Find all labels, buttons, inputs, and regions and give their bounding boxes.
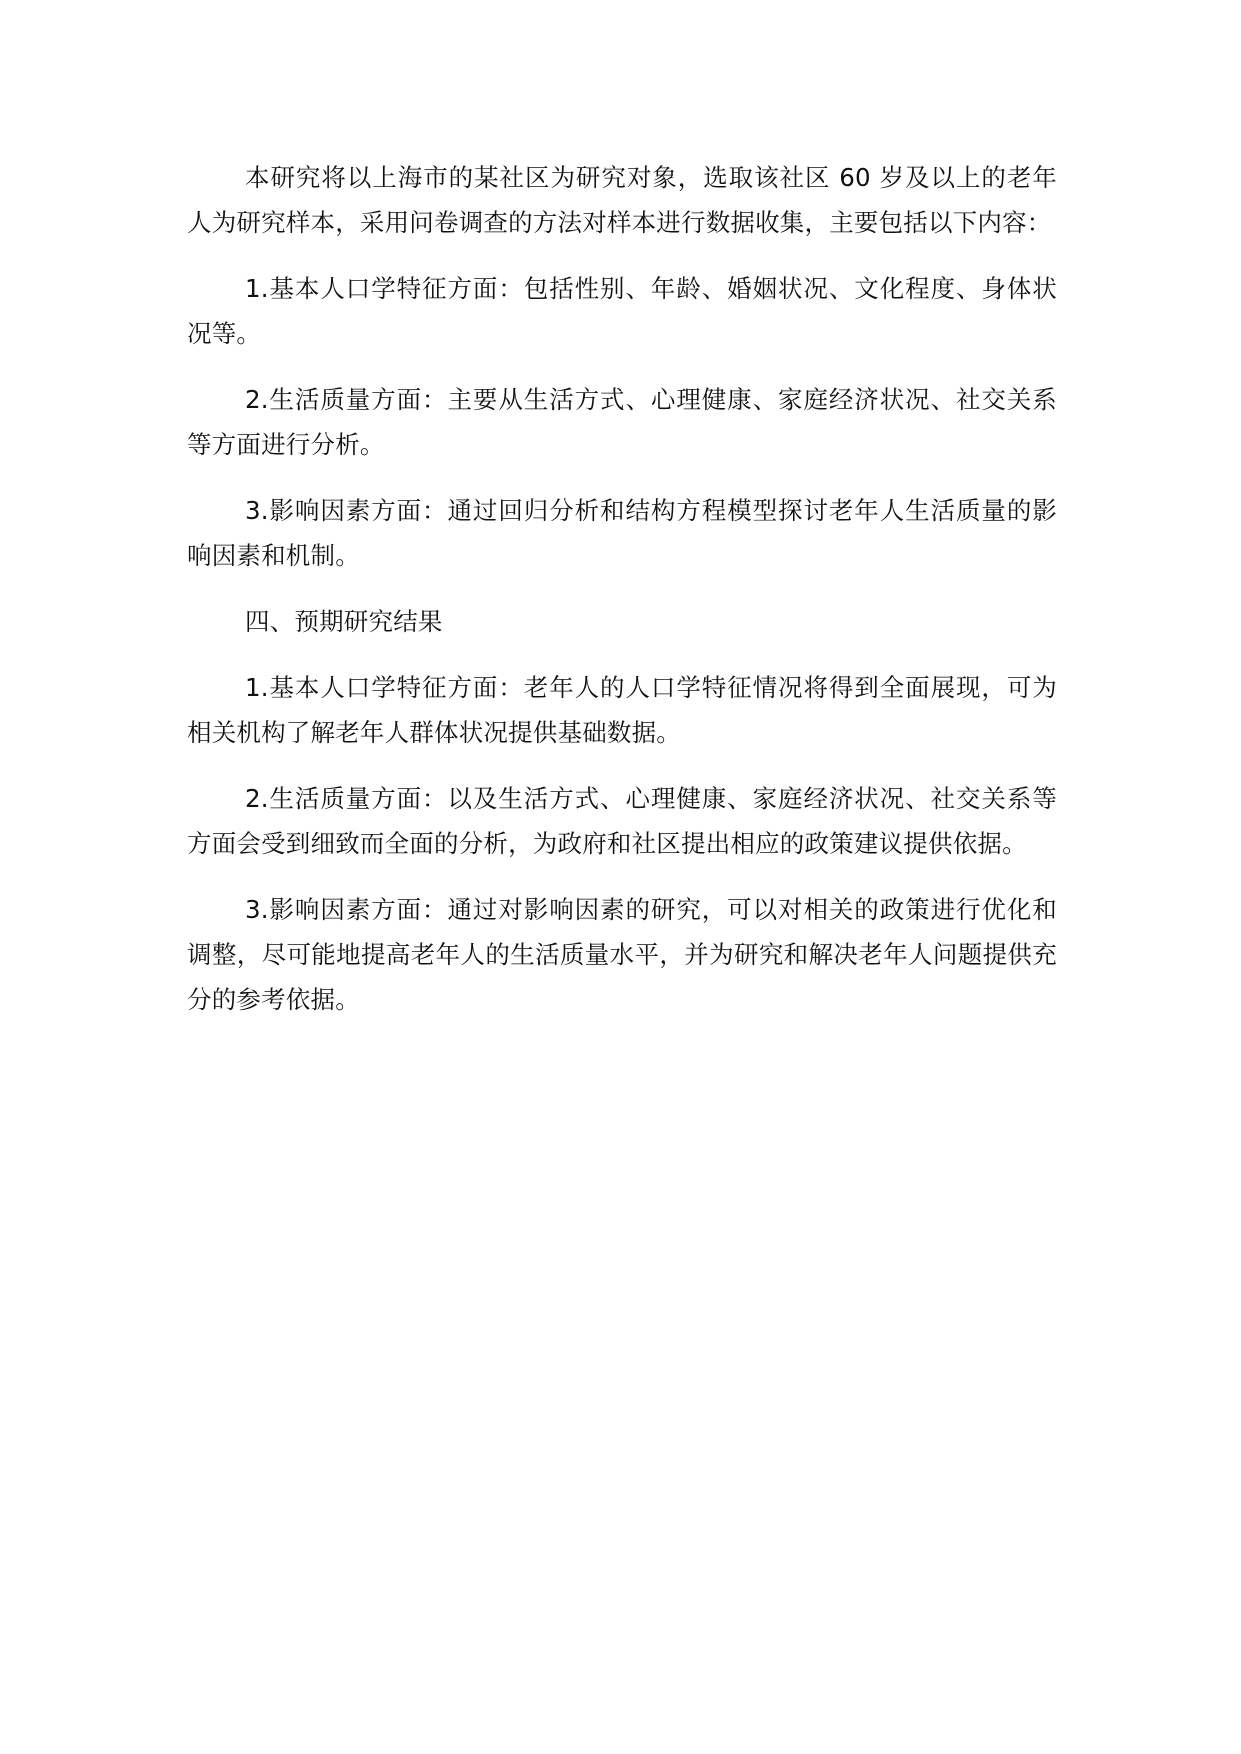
result-item-demographics: 1.基本人口学特征方面：老年人的人口学特征情况将得到全面展现，可为相关机构了解老年人群体状况提供基础数据。 [187, 673, 1057, 747]
section-heading: 四、预期研究结果 [245, 607, 443, 636]
content-item-influencing-factors: 3.影响因素方面：通过回归分析和结构方程模型探讨老年人生活质量的影响因素和机制。 [187, 496, 1057, 570]
result-item-influencing-factors: 3.影响因素方面：通过对影响因素的研究，可以对相关的政策进行优化和调整，尽可能地提高老年人的生活质量水平，并为研究和解决老年人问题提供充分的参考依据。 [187, 895, 1057, 1014]
result-item-quality-of-life: 2.生活质量方面：以及生活方式、心理健康、家庭经济状况、社交关系等方面会受到细致而全面的分析，为政府和社区提出相应的政策建议提供依据。 [187, 784, 1057, 858]
document-body [187, 155, 1057, 1043]
intro-paragraph: 本研究将以上海市的某社区为研究对象，选取该社区 60 岁及以上的老年人为研究样本，采用问卷调查的方法对样本进行数据收集，主要包括以下内容： [187, 163, 1057, 237]
content-item-quality-of-life: 2.生活质量方面：主要从生活方式、心理健康、家庭经济状况、社交关系等方面进行分析。 [187, 385, 1057, 459]
content-item-demographics: 1.基本人口学特征方面：包括性别、年龄、婚姻状况、文化程度、身体状况等。 [187, 274, 1057, 348]
